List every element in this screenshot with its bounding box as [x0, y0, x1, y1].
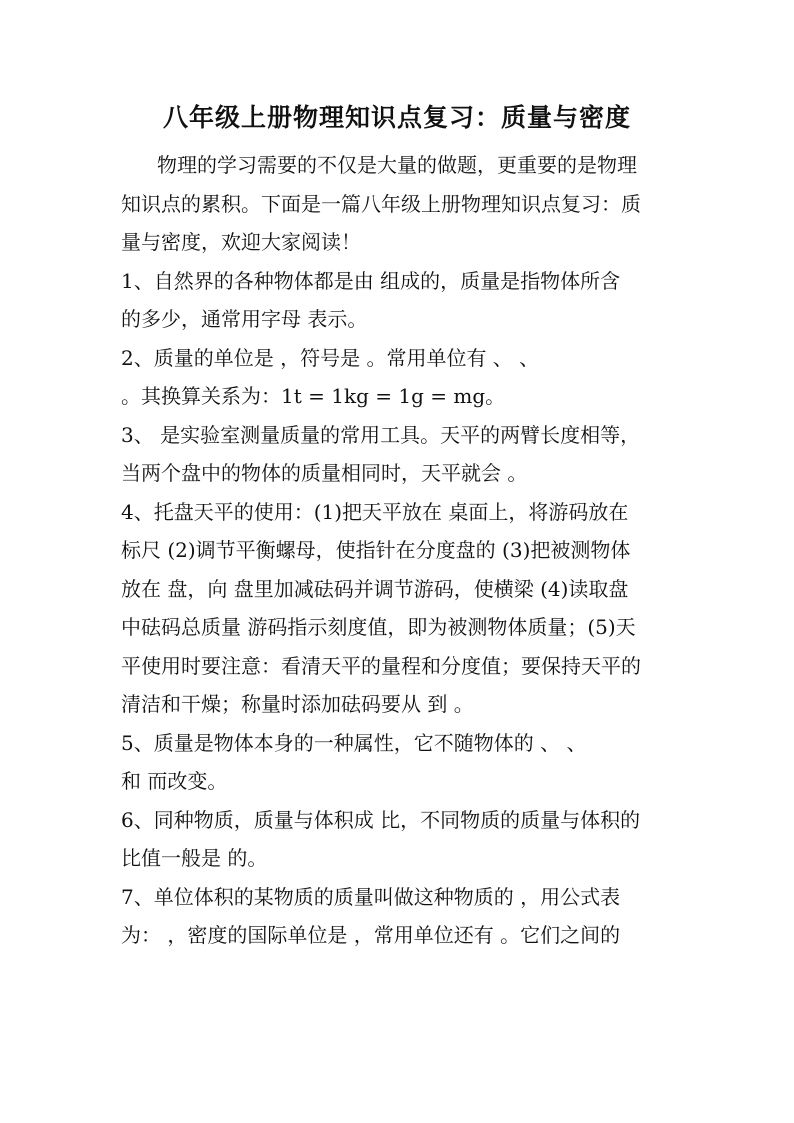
- paragraph-line: 物理的学习需要的不仅是大量的做题，更重要的是物理: [157, 153, 637, 177]
- paragraph-line: 知识点的累积。下面是一篇八年级上册物理知识点复习：质: [121, 191, 641, 216]
- paragraph-line: 当两个盘中的物体的质量相同时，天平就会 。: [121, 461, 528, 485]
- paragraph-line: 为： ，密度的国际单位是 ，常用单位还有 。它们之间的: [121, 923, 621, 947]
- paragraph-line: 6、同种物质，质量与体积成 比，不同物质的质量与体积的: [121, 807, 641, 832]
- paragraph-line: 清洁和干燥；称量时添加砝码要从 到 。: [121, 692, 474, 716]
- paragraph-line: 平使用时要注意：看清天平的量程和分度值；要保持天平的: [121, 653, 641, 678]
- paragraph-line: 放在 盘，向 盘里加减砝码并调节游码，使横梁 (4)读取盘: [121, 576, 629, 601]
- paragraph-line: 1、自然界的各种物体都是由 组成的，质量是指物体所含: [121, 268, 621, 293]
- paragraph-line: 。其换算关系为：1t = 1kg = 1g = mg。: [121, 384, 506, 408]
- paragraph-line: 5、质量是物体本身的一种属性，它不随物体的 、 、: [121, 730, 587, 755]
- paragraph-line: 7、单位体积的某物质的质量叫做这种物质的 ，用公式表: [121, 884, 621, 909]
- paragraph-line: 4、托盘天平的使用：(1)把天平放在 桌面上，将游码放在: [121, 499, 629, 524]
- paragraph-line: 和 而改变。: [121, 769, 228, 793]
- paragraph-line: 标尺 (2)调节平衡螺母，使指针在分度盘的 (3)把被测物体: [121, 538, 631, 562]
- paragraph-line: 中砝码总质量 游码指示刻度值，即为被测物体质量；(5)天: [121, 615, 636, 639]
- paragraph-line: 2、质量的单位是 ，符号是 。常用单位有 、 、: [121, 345, 540, 370]
- document-body: [121, 146, 681, 955]
- paragraph-line: 量与密度，欢迎大家阅读！: [121, 230, 361, 254]
- paragraph-line: 3、 是实验室测量质量的常用工具。天平的两臂长度相等，: [121, 422, 641, 447]
- paragraph-line: 比值一般是 的。: [121, 846, 268, 870]
- document-title: 八年级上册物理知识点复习：质量与密度: [162, 103, 631, 132]
- paragraph-line: 的多少，通常用字母 表示。: [121, 307, 368, 331]
